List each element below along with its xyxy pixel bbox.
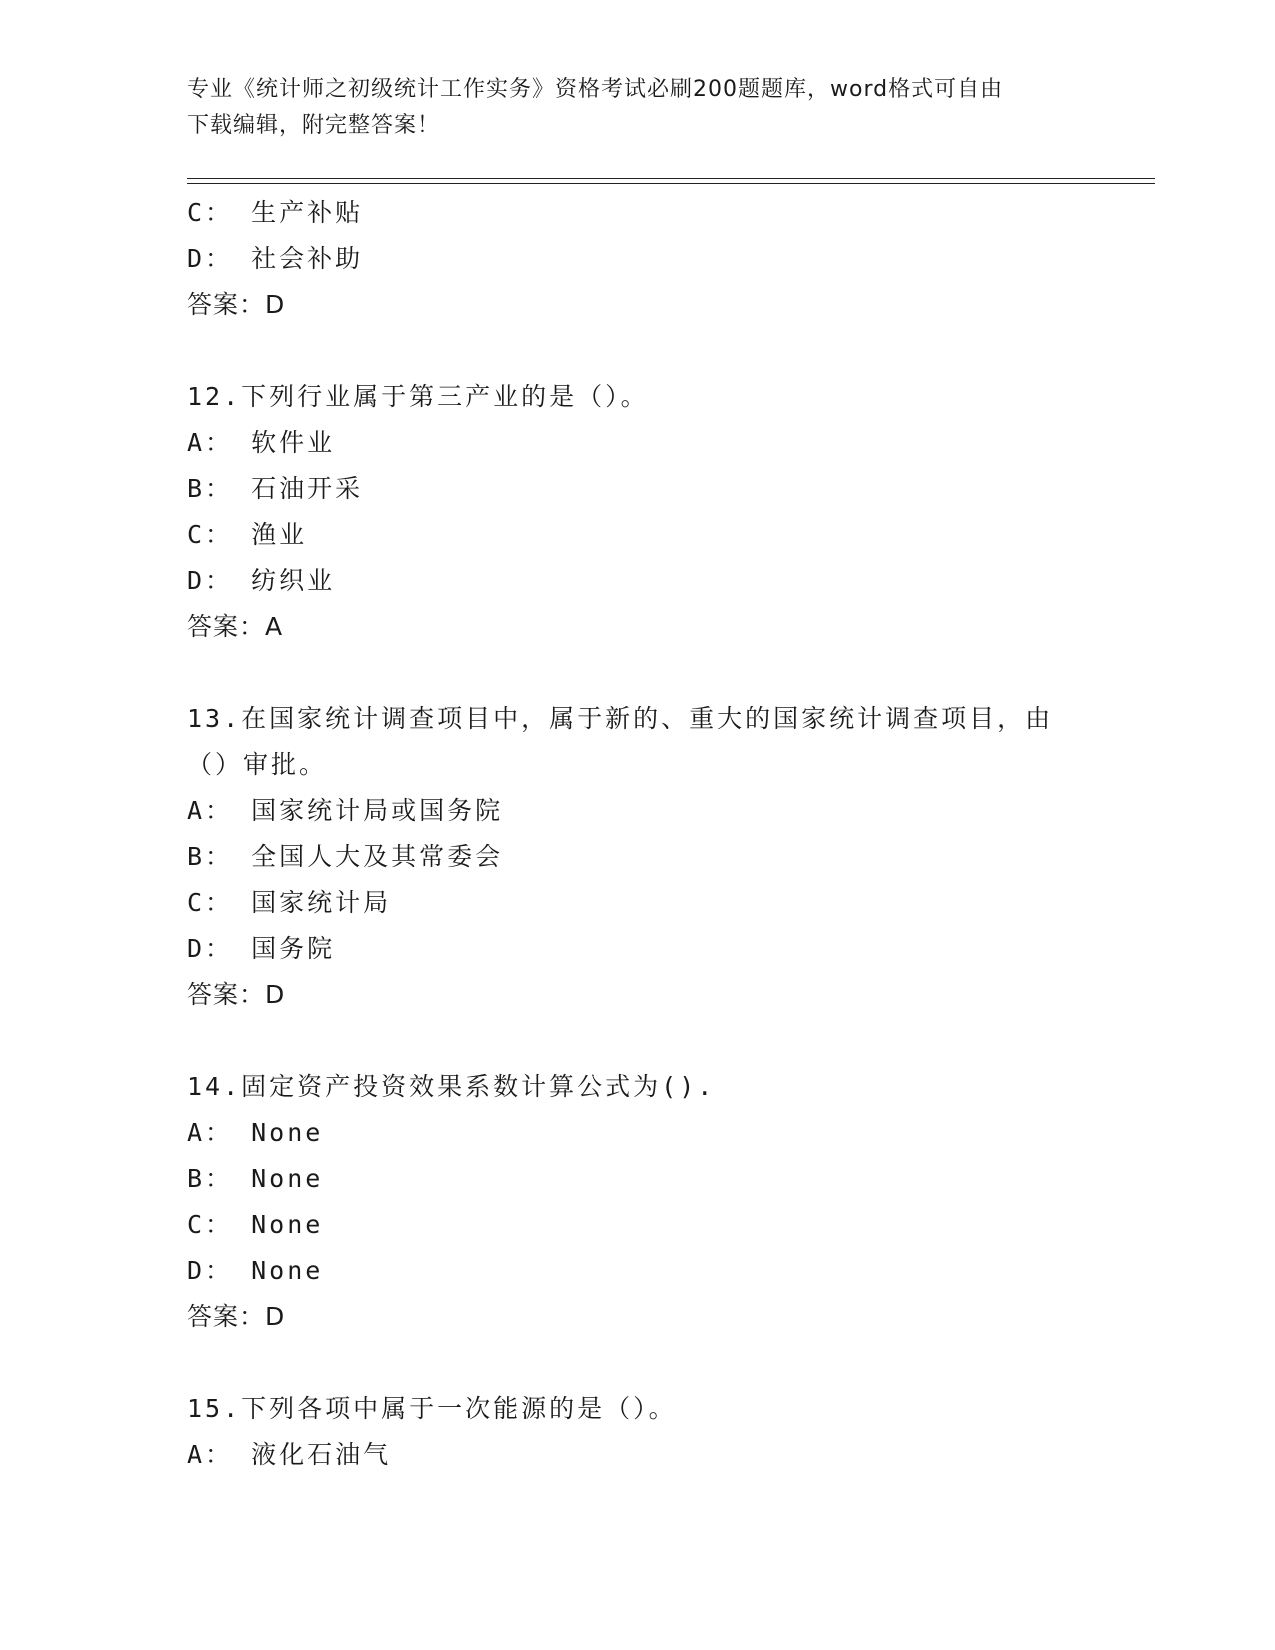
- question-12: [187, 374, 1087, 650]
- question-list: [187, 190, 1087, 1478]
- option-c: C： 渔业: [187, 520, 308, 549]
- option-c: C： 生产补贴: [187, 198, 364, 227]
- answer-label: 答案：A: [187, 612, 284, 641]
- option-d: D： 社会补助: [187, 244, 364, 273]
- spacer: [187, 1018, 1087, 1064]
- option-a: A： 液化石油气: [187, 1440, 392, 1469]
- document-header: [187, 72, 1087, 144]
- option-a: A： 国家统计局或国务院: [187, 796, 504, 825]
- option-d: D： 国务院: [187, 934, 336, 963]
- option-c: C： 国家统计局: [187, 888, 392, 917]
- question-14: [187, 1064, 1087, 1340]
- option-b: B： None: [187, 1164, 324, 1193]
- question-11-continuation: [187, 190, 1087, 328]
- header-title-line-2: 下载编辑，附完整答案！: [187, 113, 441, 138]
- question-text: 12.下列行业属于第三产业的是（）。: [187, 382, 649, 411]
- option-c: C： None: [187, 1210, 324, 1239]
- question-text-line-1: 13.在国家统计调查项目中，属于新的、重大的国家统计调查项目，由: [187, 704, 1054, 733]
- option-a: A： None: [187, 1118, 324, 1147]
- question-text-line-2: （）审批。: [187, 750, 328, 779]
- spacer: [187, 328, 1087, 374]
- question-text: 14.固定资产投资效果系数计算公式为().: [187, 1072, 716, 1101]
- question-13: [187, 696, 1087, 1018]
- header-divider-bottom: [187, 183, 1155, 184]
- answer-label: 答案：D: [187, 980, 286, 1009]
- question-text: 15.下列各项中属于一次能源的是（）。: [187, 1394, 677, 1423]
- spacer: [187, 1340, 1087, 1386]
- question-15: [187, 1386, 1087, 1478]
- option-d: D： None: [187, 1256, 324, 1285]
- spacer: [187, 650, 1087, 696]
- option-a: A： 软件业: [187, 428, 336, 457]
- answer-label: 答案：D: [187, 1302, 286, 1331]
- option-b: B： 全国人大及其常委会: [187, 842, 504, 871]
- option-d: D： 纺织业: [187, 566, 336, 595]
- header-divider-top: [187, 178, 1155, 179]
- option-b: B： 石油开采: [187, 474, 364, 503]
- header-title-line-1: 专业《统计师之初级统计工作实务》资格考试必刷200题题库，word格式可自由: [187, 77, 1004, 102]
- answer-label: 答案：D: [187, 290, 286, 319]
